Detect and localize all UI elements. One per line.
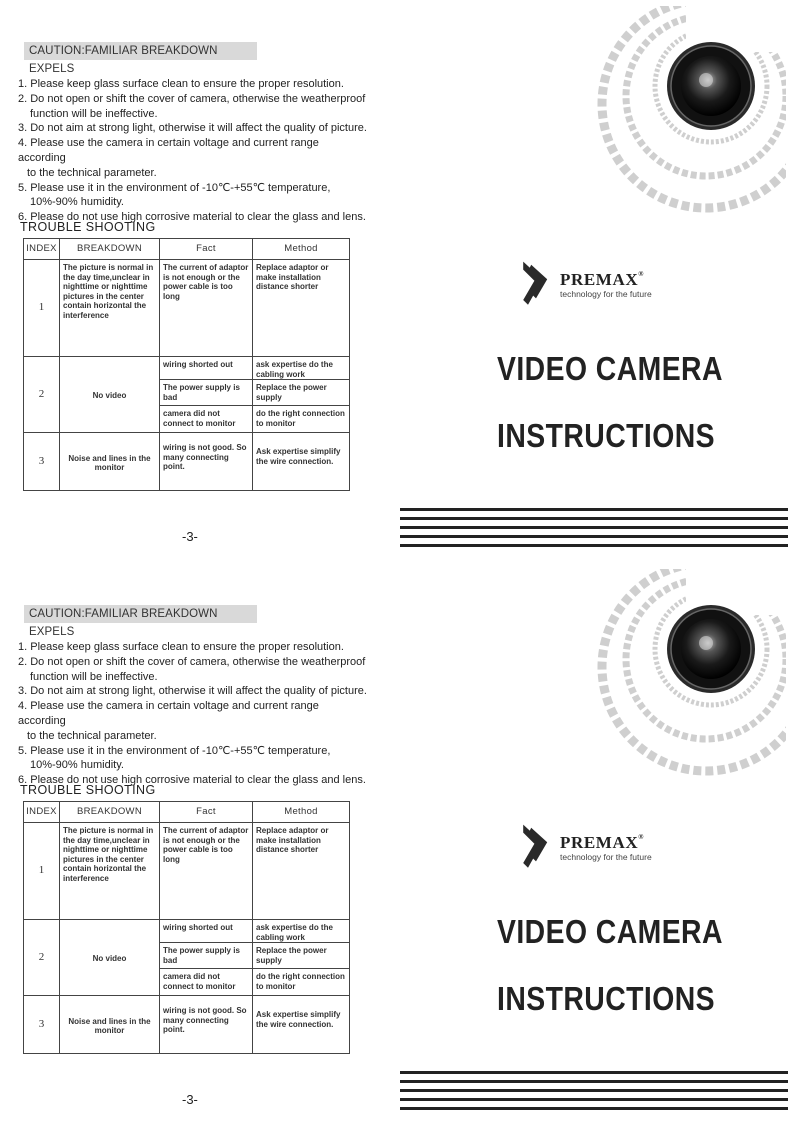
fact-cell: wiring shorted out <box>160 357 253 380</box>
method-cell: do the right connection to monitor <box>253 406 350 433</box>
cover-title-line: VIDEO CAMERA <box>497 913 723 950</box>
row-index: 3 <box>24 996 60 1054</box>
instruction-item: 5. Please use it in the environment of -10℃-+55℃ temperature, 10%-90% humidity. <box>18 181 331 209</box>
fact-cell: The power supply is bad <box>160 943 253 969</box>
row-index: 1 <box>24 260 60 357</box>
caution-header: CAUTION:FAMILIAR BREAKDOWN EXPELS <box>24 605 257 623</box>
camera-lens-icon <box>566 6 786 218</box>
table-header-row <box>24 239 350 260</box>
brand-name: PREMAX® <box>560 833 645 852</box>
stripe <box>400 1089 788 1092</box>
method-cell: ask expertise do the cabling work <box>253 920 350 943</box>
troubleshooting-title: TROUBLE SHOOTING <box>20 220 156 234</box>
brand-name: PREMAX® <box>560 270 645 289</box>
fact-cell: camera did not connect to monitor <box>160 969 253 996</box>
camera-lens-icon <box>566 569 786 781</box>
instruction-list <box>18 640 368 788</box>
fact-cell: camera did not connect to monitor <box>160 406 253 433</box>
troubleshooting-table <box>23 801 350 1054</box>
method-cell: Replace the power supply <box>253 380 350 406</box>
troubleshooting-title: TROUBLE SHOOTING <box>20 783 156 797</box>
brand-tagline: technology for the future <box>560 852 652 862</box>
row-index: 1 <box>24 823 60 920</box>
breakdown-cell: The picture is normal in the day time,unclear in nighttime or nighttime pictures in the center contain horizontal the interference <box>60 260 160 357</box>
fact-cell: The power supply is bad <box>160 380 253 406</box>
column-header: Fact <box>160 802 253 823</box>
stripe <box>400 508 788 511</box>
table-row <box>24 823 350 920</box>
page-number: -3- <box>182 1092 198 1107</box>
breakdown-cell: No video <box>60 920 160 996</box>
column-header: INDEX <box>24 239 60 260</box>
instruction-item: 2. Do not open or shift the cover of camera, otherwise the weatherproof function will be ineffective. <box>18 655 366 683</box>
row-index: 2 <box>24 357 60 433</box>
fact-cell: The current of adaptor is not enough or the power cable is too long <box>160 823 253 920</box>
table-row <box>24 357 350 380</box>
instruction-list <box>18 77 368 225</box>
stripe <box>400 544 788 547</box>
column-header: BREAKDOWN <box>60 239 160 260</box>
breakdown-cell: Noise and lines in the monitor <box>60 433 160 491</box>
instruction-item: 2. Do not open or shift the cover of camera, otherwise the weatherproof function will be ineffective. <box>18 92 366 120</box>
instruction-item: 3. Do not aim at strong light, otherwise it will affect the quality of picture. <box>18 685 367 698</box>
fact-cell: wiring is not good. So many connecting point. <box>160 433 253 491</box>
instruction-item: 3. Do not aim at strong light, otherwise it will affect the quality of picture. <box>18 122 367 135</box>
instruction-item: 4. Please use the camera in certain voltage and current range according to the technical parameter. <box>18 700 319 742</box>
column-header: Method <box>253 802 350 823</box>
column-header: Method <box>253 239 350 260</box>
method-cell: Ask expertise simplify the wire connection. <box>253 996 350 1054</box>
method-cell: do the right connection to monitor <box>253 969 350 996</box>
cover-title-line: INSTRUCTIONS <box>497 417 716 454</box>
breakdown-cell: Noise and lines in the monitor <box>60 996 160 1054</box>
table-row <box>24 996 350 1054</box>
method-cell: Replace the power supply <box>253 943 350 969</box>
breakdown-cell: No video <box>60 357 160 433</box>
table-header-row <box>24 802 350 823</box>
column-header: BREAKDOWN <box>60 802 160 823</box>
method-cell: ask expertise do the cabling work <box>253 357 350 380</box>
stripe <box>400 535 788 538</box>
instruction-item: 1. Please keep glass surface clean to ensure the proper resolution. <box>18 78 344 90</box>
instruction-item: 1. Please keep glass surface clean to ensure the proper resolution. <box>18 641 344 653</box>
breakdown-cell: The picture is normal in the day time,unclear in nighttime or nighttime pictures in the center contain horizontal the interference <box>60 823 160 920</box>
method-cell: Ask expertise simplify the wire connection. <box>253 433 350 491</box>
row-index: 2 <box>24 920 60 996</box>
instruction-item: 6. Please do not use high corrosive material to clear the glass and lens. <box>18 211 366 224</box>
troubleshooting-table <box>23 238 350 491</box>
instruction-item: 6. Please do not use high corrosive material to clear the glass and lens. <box>18 774 366 787</box>
column-header: INDEX <box>24 802 60 823</box>
method-cell: Replace adaptor or make installation distance shorter <box>253 823 350 920</box>
fact-cell: wiring shorted out <box>160 920 253 943</box>
premax-logo-icon <box>520 817 552 877</box>
brand-tagline: technology for the future <box>560 289 652 299</box>
stripe <box>400 526 788 529</box>
premax-logo-icon <box>520 254 552 314</box>
column-header: Fact <box>160 239 253 260</box>
table-row <box>24 433 350 491</box>
instruction-item: 5. Please use it in the environment of -10℃-+55℃ temperature, 10%-90% humidity. <box>18 744 331 772</box>
manual-panel <box>0 563 808 1126</box>
decorative-stripes <box>400 1071 788 1119</box>
stripe <box>400 1071 788 1074</box>
stripe <box>400 1098 788 1101</box>
stripe <box>400 1080 788 1083</box>
row-index: 3 <box>24 433 60 491</box>
fact-cell: wiring is not good. So many connecting point. <box>160 996 253 1054</box>
instruction-item: 4. Please use the camera in certain voltage and current range according to the technical parameter. <box>18 137 319 179</box>
stripe <box>400 517 788 520</box>
cover-title-line: INSTRUCTIONS <box>497 980 716 1017</box>
page-number: -3- <box>182 529 198 544</box>
fact-cell: The current of adaptor is not enough or the power cable is too long <box>160 260 253 357</box>
cover-title-line: VIDEO CAMERA <box>497 350 723 387</box>
table-row <box>24 920 350 943</box>
caution-header: CAUTION:FAMILIAR BREAKDOWN EXPELS <box>24 42 257 60</box>
decorative-stripes <box>400 508 788 556</box>
method-cell: Replace adaptor or make installation distance shorter <box>253 260 350 357</box>
stripe <box>400 1107 788 1110</box>
table-row <box>24 260 350 357</box>
